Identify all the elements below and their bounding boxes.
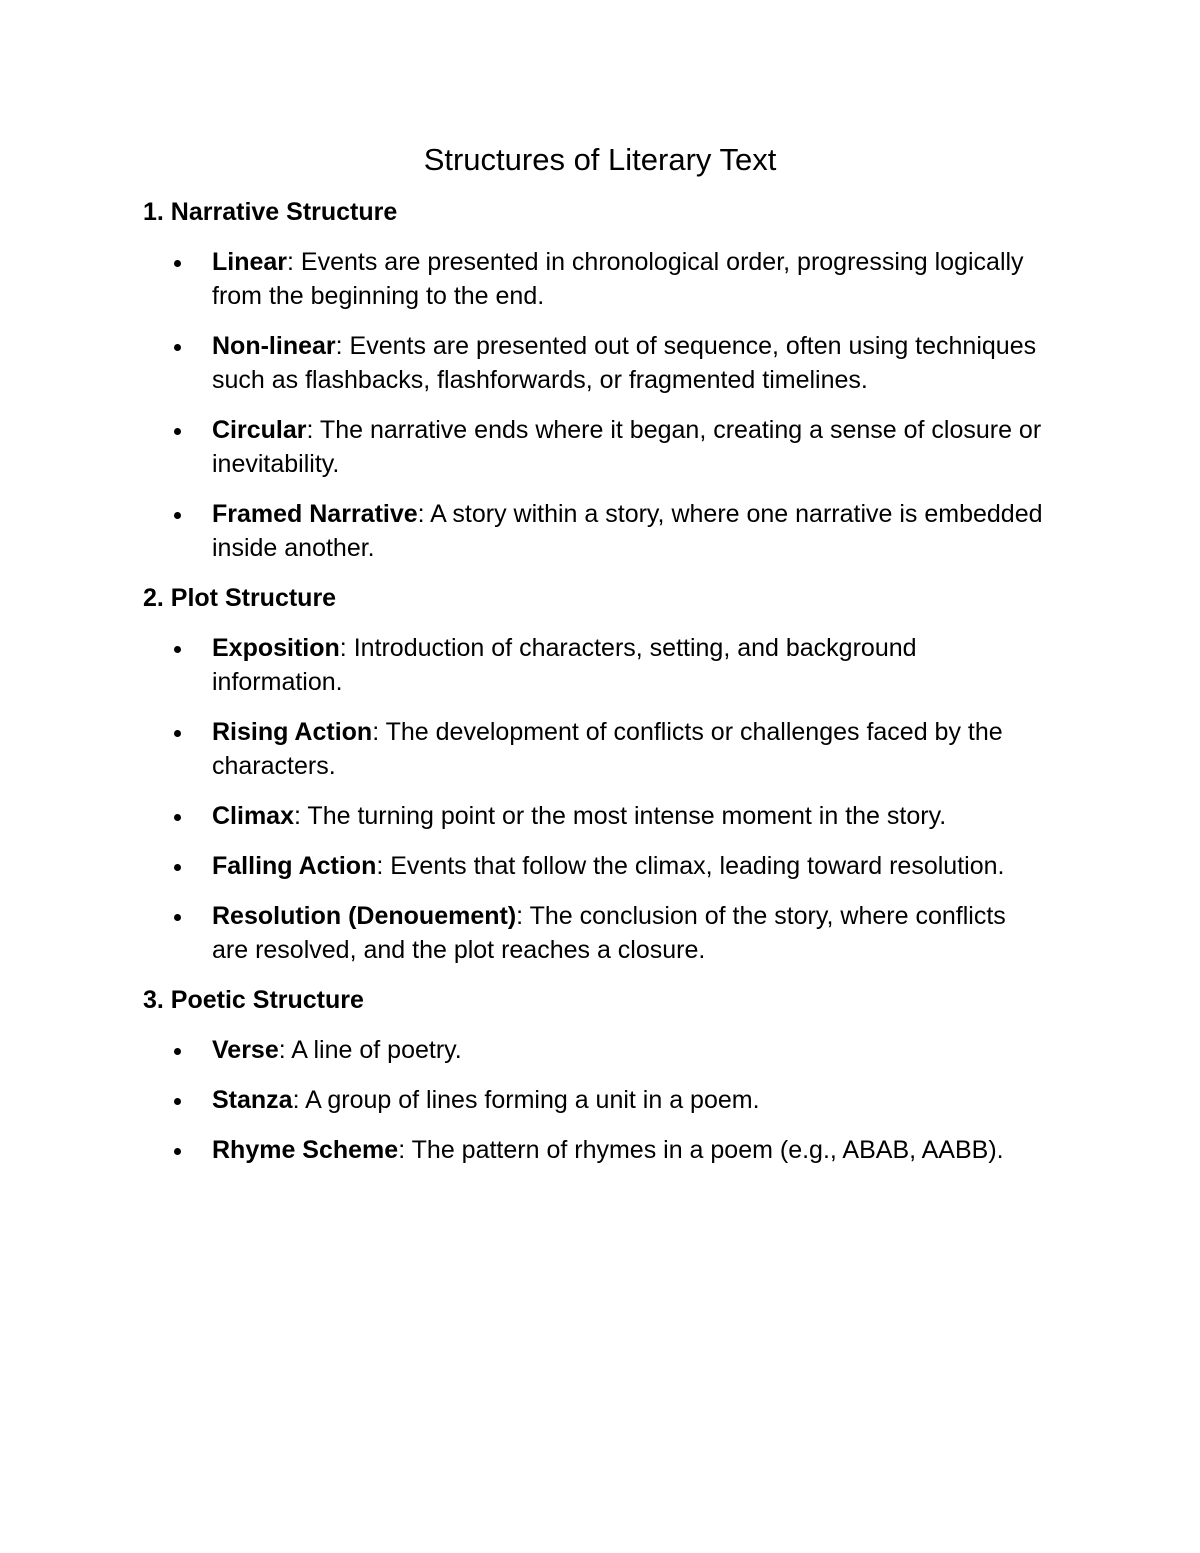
section-heading: 2. Plot Structure [143, 584, 337, 612]
item-description: : The narrative ends where it began, creating a sense of closure or inevitability. [212, 416, 1042, 478]
section-poetic-structure [143, 983, 1043, 1167]
item-term: Linear [212, 248, 288, 276]
item-description: : Events that follow the climax, leading toward resolution. [376, 852, 1005, 880]
item-description: : Introduction of characters, setting, and background information. [212, 634, 917, 696]
item-description: : A line of poetry. [278, 1036, 462, 1064]
section-plot-structure [143, 581, 1043, 967]
bullet-icon [174, 914, 181, 921]
list-item [143, 631, 1043, 699]
bullet-icon [174, 864, 181, 871]
item-description: : Events are presented in chronological order, progressing logically from the beginning to the end. [212, 248, 1024, 310]
item-term: Framed Narrative [212, 500, 418, 528]
item-list [143, 245, 1043, 565]
list-item [143, 899, 1043, 967]
list-item [143, 799, 1043, 833]
document-body [143, 195, 1043, 1183]
list-item [143, 1083, 1043, 1117]
item-term: Rhyme Scheme [212, 1136, 399, 1164]
item-term: Resolution (Denouement) [212, 902, 517, 930]
item-term: Exposition [212, 634, 340, 662]
item-term: Circular [212, 416, 307, 444]
bullet-icon [174, 1148, 181, 1155]
item-term: Non-linear [212, 332, 336, 360]
item-description: : A group of lines forming a unit in a poem. [292, 1086, 760, 1114]
item-description: : A story within a story, where one narrative is embedded inside another. [212, 500, 1043, 562]
bullet-icon [174, 646, 181, 653]
page-title: Structures of Literary Text [423, 142, 777, 177]
item-description: : The turning point or the most intense moment in the story. [293, 802, 947, 830]
item-term: Verse [212, 1036, 279, 1064]
item-list [143, 1033, 1043, 1167]
item-term: Climax [212, 802, 294, 830]
list-item [143, 1033, 1043, 1067]
section-heading: 3. Poetic Structure [143, 986, 364, 1014]
item-list [143, 631, 1043, 967]
bullet-icon [174, 512, 181, 519]
list-item [143, 329, 1043, 397]
section-narrative-structure [143, 195, 1043, 565]
bullet-icon [174, 1098, 181, 1105]
list-item [143, 413, 1043, 481]
bullet-icon [174, 428, 181, 435]
list-item [143, 715, 1043, 783]
list-item [143, 497, 1043, 565]
list-item [143, 849, 1043, 883]
bullet-icon [174, 1048, 181, 1055]
item-description: : Events are presented out of sequence, often using techniques such as flashbacks, flashforwards, or fragmented timelines. [212, 332, 1037, 394]
list-item [143, 245, 1043, 313]
bullet-icon [174, 814, 181, 821]
item-description: : The conclusion of the story, where conflicts are resolved, and the plot reaches a closure. [212, 902, 1006, 964]
section-heading: 1. Narrative Structure [143, 198, 398, 226]
bullet-icon [174, 344, 181, 351]
item-description: : The pattern of rhymes in a poem (e.g., ABAB, AABB). [398, 1136, 1004, 1164]
item-term: Rising Action [212, 718, 373, 746]
item-term: Falling Action [212, 852, 377, 880]
bullet-icon [174, 260, 181, 267]
list-item [143, 1133, 1043, 1167]
item-term: Stanza [212, 1086, 293, 1114]
item-description: : The development of conflicts or challenges faced by the characters. [212, 718, 1003, 780]
bullet-icon [174, 730, 181, 737]
